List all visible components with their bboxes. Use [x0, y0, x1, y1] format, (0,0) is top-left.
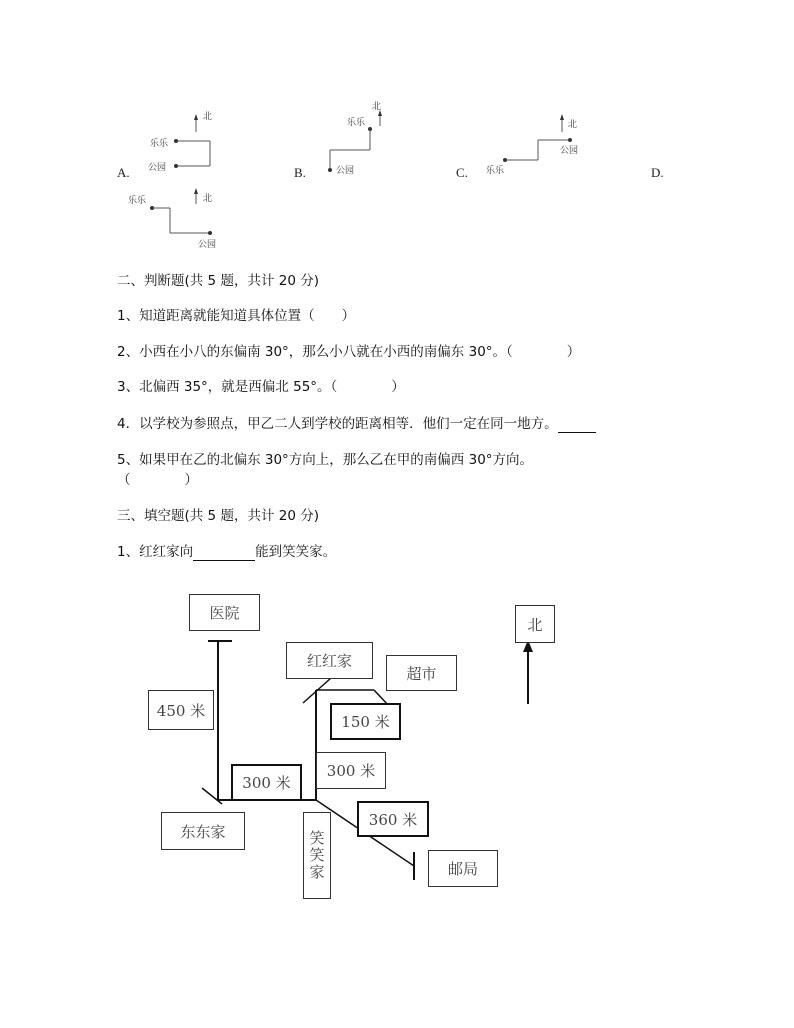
option-b-letter[interactable]: B. [294, 165, 306, 180]
option-a-park-label: 公园 [148, 163, 167, 173]
option-c-letter[interactable]: C. [456, 165, 468, 180]
post-office-box: 邮局 [428, 850, 498, 887]
option-c-lele-label: 乐乐 [486, 166, 505, 176]
option-b-lele-label: 乐乐 [347, 118, 366, 128]
judge-question-5-answer: （ ） [117, 472, 198, 488]
section3-heading: 三、填空题(共 5 题，共计 20 分) [117, 508, 319, 524]
dongdong-home-box: 东东家 [161, 812, 245, 850]
option-d-park-label: 公园 [198, 240, 217, 250]
hospital-box: 医院 [189, 594, 260, 631]
judge-question-2: 2、小西在小八的东偏南 30°，那么小八就在小西的南偏东 30°。（ ） [117, 344, 581, 360]
option-d-lele-label: 乐乐 [128, 196, 147, 206]
option-d-north-label: 北 [203, 194, 213, 204]
option-c-north-label: 北 [568, 120, 578, 130]
option-a-letter[interactable]: A. [117, 165, 130, 180]
section2-heading: 二、判断题(共 5 题，共计 20 分) [117, 273, 319, 289]
judge-question-3: 3、北偏西 35°，就是西偏北 55°。（ ） [117, 379, 405, 395]
option-a-north-label: 北 [203, 112, 213, 122]
judge-question-1: 1、知道距离就能知道具体位置（ ） [117, 308, 356, 324]
fill-question-1-suffix: 能到笑笑家。 [255, 544, 337, 560]
option-b-park-label: 公园 [336, 166, 355, 176]
option-d-letter[interactable]: D. [651, 165, 664, 180]
north-label-box: 北 [515, 605, 555, 643]
distance-450-label: 450 米 [148, 690, 214, 730]
option-b-north-label: 北 [372, 102, 382, 112]
distance-300-right-label: 300 米 [316, 752, 386, 789]
supermarket-box: 超市 [386, 655, 457, 691]
honghong-home-box: 红红家 [286, 642, 373, 679]
option-a-lele-label: 乐乐 [150, 139, 169, 149]
distance-300-left-label: 300 米 [231, 764, 302, 801]
distance-150-label: 150 米 [330, 703, 401, 740]
distance-360-label: 360 米 [357, 801, 429, 837]
judge-question-5: 5、如果甲在乙的北偏东 30°方向上，那么乙在甲的南偏西 30°方向。 [117, 452, 534, 468]
xiaoxiao-home-box: 笑笑家 [303, 812, 331, 899]
option-c-park-label: 公园 [560, 146, 579, 156]
judge-question-4-text: 4．以学校为参照点，甲乙二人到学校的距离相等．他们一定在同一地方。 [117, 416, 558, 432]
fill-question-1-prefix: 1、红红家向 [117, 544, 194, 560]
